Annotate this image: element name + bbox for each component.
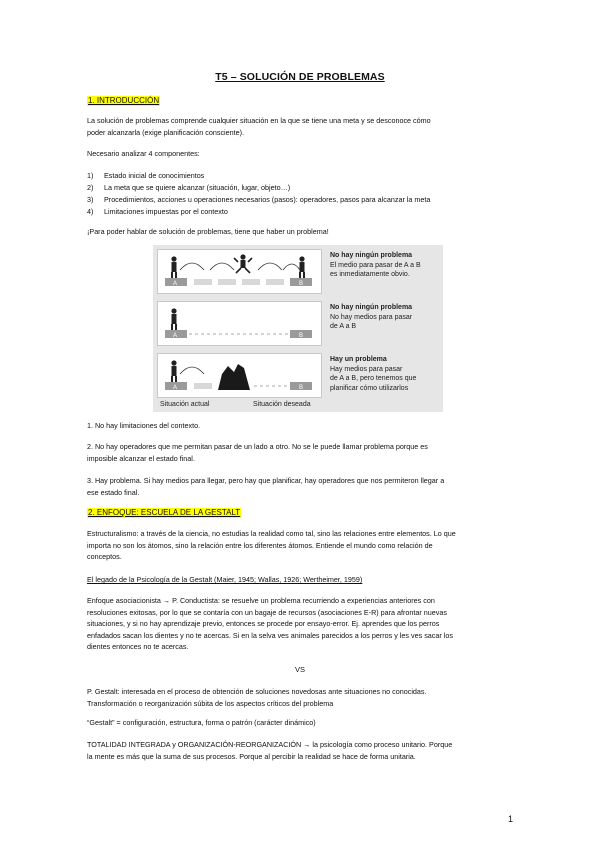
totality-line: TOTALIDAD INTEGRADA y ORGANIZACIÓN-REORGANIZACIÓN → la psicología como proceso unitario. Porque bbox=[87, 740, 453, 749]
panel-1-line: es inmediatamente obvio. bbox=[330, 271, 410, 278]
gestalt-line: P. Gestalt: interesada en el proceso de obtención de soluciones novedosas ante situaciones no conocidas. bbox=[87, 687, 427, 696]
section-heading-intro: 1. INTRODUCCIÓN bbox=[88, 96, 160, 105]
list-number: 2) bbox=[87, 183, 94, 192]
components-intro: Necesario analizar 4 componentes: bbox=[87, 149, 200, 158]
panel-1-text bbox=[330, 251, 421, 280]
problem-statement: ¡Para poder hablar de solución de problemas, tiene que haber un problema! bbox=[87, 227, 329, 236]
panel-3-title: Hay un problema bbox=[330, 356, 387, 363]
label-b: B bbox=[298, 281, 304, 287]
panel-illustration bbox=[158, 354, 321, 397]
list-item bbox=[87, 206, 228, 217]
note-3-line: ese estado final. bbox=[87, 487, 140, 497]
gestalt-line: Transformación o reorganización súbita de los aspectos críticos del problema bbox=[87, 698, 334, 708]
intro-paragraph bbox=[87, 115, 515, 138]
structuralism-paragraph bbox=[87, 528, 515, 563]
caption-actual: Situación actual bbox=[160, 401, 210, 408]
list-number: 3) bbox=[87, 195, 94, 204]
panel-3-line: planificar cómo utilizarlos bbox=[330, 384, 409, 392]
list-item bbox=[87, 182, 290, 193]
note-2-line: 2. No hay operadores que me permitan pasar de un lado a otro. No se le puede llamar problema porque es bbox=[87, 442, 428, 451]
list-text: Procedimientos, acciones u operaciones necesarios (pasos): operadores, pasos para alcanzar la meta bbox=[104, 195, 431, 204]
list-text: Limitaciones impuestas por el contexto bbox=[104, 207, 228, 216]
panel-1-title: No hay ningún problema bbox=[330, 252, 413, 259]
associationist-paragraph bbox=[87, 595, 515, 653]
versus-label: VS bbox=[294, 665, 305, 674]
figure-panel-no-problem-obvious bbox=[157, 249, 322, 294]
associationist-line: Enfoque asociacionista → P. Conductista: se resuelve un problema recurriendo a experiencias anteriores con bbox=[87, 596, 435, 605]
panel-3-line: Hay medios para pasar bbox=[330, 365, 403, 373]
panel-2-text bbox=[330, 303, 412, 332]
associationist-line: dientes entonces no te acercas. bbox=[87, 642, 189, 651]
figure-panel-no-problem-no-means bbox=[157, 301, 322, 346]
panel-illustration bbox=[158, 302, 321, 345]
note-2-line: imposible alcanzar el estado final. bbox=[87, 453, 195, 463]
intro-line-2: poder alcanzarla (exige planificación consciente). bbox=[87, 127, 245, 137]
note-1: 1. No hay limitaciones del contexto. bbox=[87, 421, 201, 430]
panel-2-line: No hay medios para pasar bbox=[330, 313, 413, 321]
figure-panel-problem bbox=[157, 353, 322, 398]
associationist-line: enfadados sacan los dientes y no te acercas. Si en la selva ves animales parecidos a los perros y les ves sacar los bbox=[87, 630, 453, 640]
structuralism-line: conceptos. bbox=[87, 552, 122, 561]
list-number: 4) bbox=[87, 207, 94, 216]
gestalt-definition: “Gestalt” = configuración, estructura, forma o patrón (carácter dinámico) bbox=[87, 718, 316, 727]
panel-illustration bbox=[158, 250, 321, 293]
structuralism-line: importa no son los átomos, sino la relación entre los diferentes átomos. Entiende el mundo como relación de bbox=[87, 540, 433, 550]
totality-paragraph bbox=[87, 739, 515, 762]
label-b: B bbox=[298, 385, 304, 391]
panel-3-line: de A a B, pero tenemos que bbox=[330, 375, 417, 382]
structuralism-line: Estructuralismo: a través de la ciencia, no estudias la realidad como tal, sino las relaciones entre elementos. Lo que bbox=[87, 529, 456, 538]
note-3-line: 3. Hay problema. Si hay medios para llegar, pero hay que planificar, hay operadores que nos permiteron llegar a bbox=[87, 476, 445, 485]
section-heading-gestalt: 2. ENFOQUE: ESCUELA DE LA GESTALT bbox=[88, 508, 241, 517]
totality-line: la mente es más que la suma de sus procesos. Porque al percibir la realidad se hace de forma unitaria. bbox=[87, 751, 416, 761]
list-item bbox=[87, 170, 204, 181]
associationist-line: resoluciones exitosas, por lo que se contaría con un bagaje de recursos (asociaciones E-R) para afrontar nuevas bbox=[87, 607, 447, 617]
caption-deseada: Situación deseada bbox=[253, 401, 311, 408]
note-3 bbox=[87, 475, 515, 498]
label-a: A bbox=[172, 281, 178, 287]
intro-line-1: La solución de problemas comprende cualquier situación en la que se tiene una meta y se desconoce cómo bbox=[87, 116, 431, 125]
panel-2-line: de A a B bbox=[330, 323, 357, 330]
list-number: 1) bbox=[87, 171, 94, 180]
list-text: Estado inicial de conocimientos bbox=[104, 171, 205, 180]
panel-1-line: El medio para pasar de A a B bbox=[330, 261, 421, 269]
panel-2-title: No hay ningún problema bbox=[330, 304, 413, 311]
label-a: A bbox=[172, 385, 178, 391]
label-a: A bbox=[172, 333, 178, 339]
page-number: 1 bbox=[508, 814, 514, 824]
gestalt-paragraph bbox=[87, 686, 515, 709]
list-text: La meta que se quiere alcanzar (situación, lugar, objeto…) bbox=[104, 183, 291, 192]
problem-types-figure bbox=[153, 245, 443, 412]
page-title: T5 – SOLUCIÓN DE PROBLEMAS bbox=[215, 71, 385, 83]
gestalt-legacy-heading: El legado de la Psicología de la Gestalt (Maier, 1945; Wallas, 1926; Wertheimer, 1959) bbox=[87, 575, 363, 584]
list-item bbox=[87, 194, 430, 205]
label-b: B bbox=[298, 333, 304, 339]
note-2 bbox=[87, 441, 515, 464]
panel-3-text bbox=[330, 355, 416, 393]
associationist-line: situaciones, y si no hay aprendizaje previo, entonces se procede por ensayo-error. Ej. aprendes que los perros bbox=[87, 619, 440, 628]
